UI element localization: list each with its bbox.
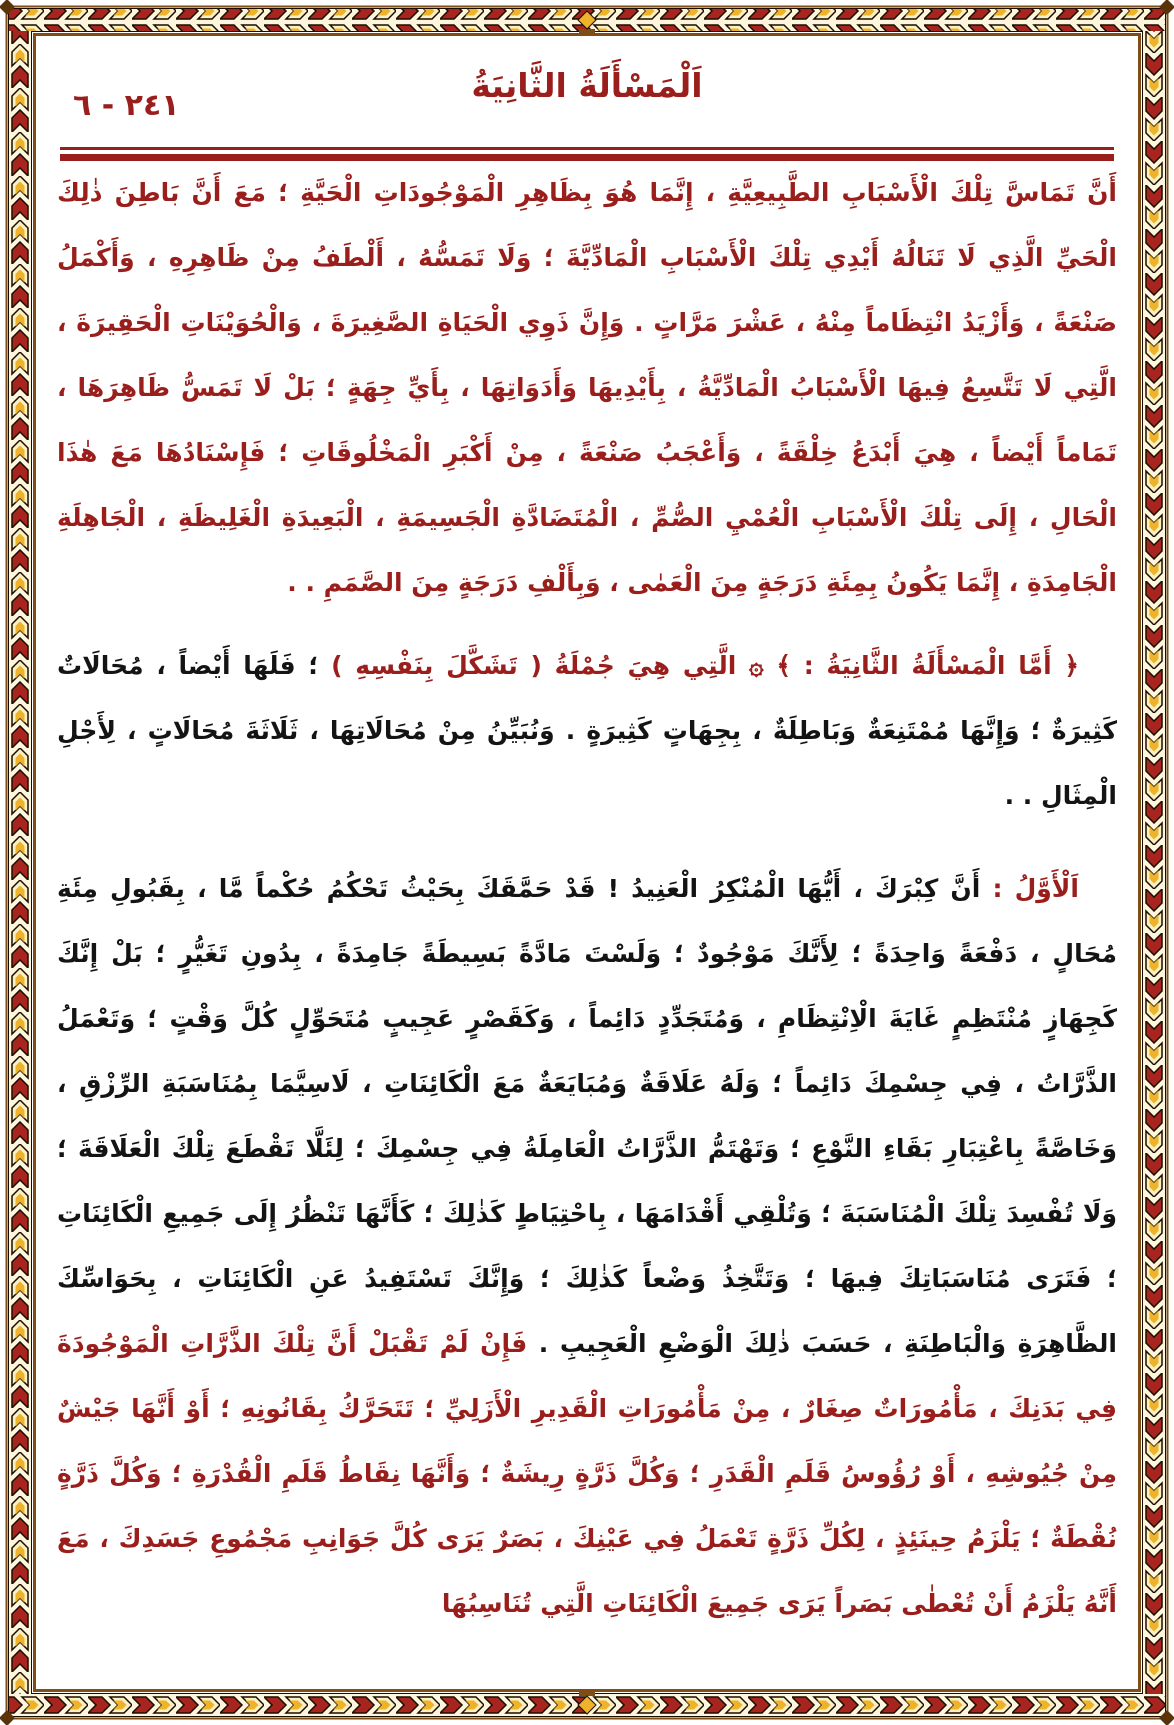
text-segment-black: ؛ فَلَهَا أَيْضاً ، مُحَالَاتٌ كَثِيرَةٌ ؛ وَإِنَّهَا مُمْتَنِعَةٌ وَبَاطِلَةٌ ، بِجِهَاتٍ كَثِيرَةٍ . وَنُبَيِّنُ مِنْ مُحَالَاتِهَا ، ثَلَاثَةَ مُحَالَاتٍ ، لِأَجْلِ الْمِثَالِ . . — [57, 651, 1117, 810]
text-segment-red: فَإِنْ لَمْ تَقْبَلْ أَنَّ تِلْكَ الذَّرَّاتِ الْمَوْجُودَةَ فِي بَدَنِكَ ، مَأْمُورَاتٌ صِغَارٌ ، مِنْ مَأْمُورَاتِ الْقَدِيرِ الْأَزَلِيِّ ؛ تَتَحَرَّكُ بِقَانُونِهِ ؛ أَوْ أَنَّهَا جَيْشٌ مِنْ جُيُوشِهِ ، أَوْ رُؤُوسُ قَلَمِ الْقَدَرِ ؛ وَكُلَّ ذَرَّةٍ رِيشَةٌ ؛ وَأَنَّهَا نِقَاطُ قَلَمِ الْقُدْرَةِ ؛ وَكُلَّ ذَرَّةٍ نُقْطَةٌ ؛ يَلْزَمُ حِينَئِذٍ ، لِكُلِّ ذَرَّةٍ تَعْمَلُ فِي عَيْنِكَ ، بَصَرٌ يَرَى كُلَّ جَوَانِبِ مَجْمُوعِ جَسَدِكَ ، مَعَ أَنَّهُ يَلْزَمُ أَنْ تُعْطٰى بَصَراً يَرَى جَمِيعَ الْكَائِنَاتِ الَّتِي تُنَاسِبُهَا — [57, 1329, 1117, 1618]
text-segment-black: أَنَّ كِبْرَكَ ، أَيُّهَا الْمُنْكِرُ الْعَنِيدُ ! قَدْ حَمَّقَكَ بِحَيْثُ تَحْكُمُ حُكْماً مَّا ، بِقَبُولِ مِئَةِ مُحَالٍ ، دَفْعَةً وَاحِدَةً ؛ لِأَنَّكَ مَوْجُودٌ ؛ وَلَسْتَ مَادَّةً بَسِيطَةً جَامِدَةً ، بِدُونِ تَغَيُّرٍ ؛ بَلْ إِنَّكَ كَجِهَازٍ مُنْتَظِمٍ غَايَةَ الْاِنْتِظَامِ ، وَمُتَجَدِّدٍ دَائِماً ، وَكَقَصْرٍ عَجِيبٍ مُتَحَوِّلٍ كُلَّ وَقْتٍ ؛ وَتَعْمَلُ الذَّرَّاتُ ، فِي جِسْمِكَ دَائِماً ؛ وَلَهُ عَلَاقَةٌ وَمُبَايَعَةٌ مَعَ الْكَائِنَاتِ ، لَاسِيَّمَا بِمُنَاسَبَةِ الرِّزْقِ ، وَخَاصَّةً بِاعْتِبَارِ بَقَاءِ النَّوْعِ ؛ وَتَهْتَمُّ الذَّرَّاتُ الْعَامِلَةُ فِي جِسْمِكَ ؛ لِئَلَّا تَقْطَعَ تِلْكَ الْعَلَاقَةَ ؛ وَلَا تُفْسِدَ تِلْكَ الْمُنَاسَبَةَ ؛ وَتُلْقِي أَقْدَامَهَا ، بِاحْتِيَاطٍ كَذٰلِكَ ؛ كَأَنَّهَا تَنْظُرُ إِلَى جَمِيعِ الْكَائِنَاتِ ؛ فَتَرَى مُنَاسَبَاتِكَ فِيهَا ؛ وَتَتَّخِذُ وَضْعاً كَذٰلِكَ ؛ وَإِنَّكَ تَسْتَفِيدُ عَنِ الْكَائِنَاتِ ، بِحَوَاسِّكَ الظَّاهِرَةِ وَالْبَاطِنَةِ ، حَسَبَ ذٰلِكَ الْوَضْعِ الْعَجِيبِ . — [57, 874, 1117, 1358]
page-title: اَلْمَسْأَلَةُ الثَّانِيَةُ — [471, 66, 703, 105]
title-divider — [60, 147, 1114, 161]
text-segment-red: اَلْأَوَّلُ : — [980, 874, 1079, 903]
paragraph-first-impossibility — [57, 856, 1117, 1636]
paragraph-second-issue — [57, 633, 1117, 828]
page-number: ٢٤١ - ٦ — [73, 88, 180, 123]
body-text — [57, 160, 1117, 1687]
text-segment-red: أَنَّ تَمَاسَّ تِلْكَ الْأَسْبَابِ الطَّبِيعِيَّةِ ، إِنَّمَا هُوَ بِظَاهِرِ الْمَوْجُودَاتِ الْحَيَّةِ ؛ مَعَ أَنَّ بَاطِنَ ذٰلِكَ الْحَيِّ الَّذِي لَا تَنَالُهُ أَيْدِي تِلْكَ الْأَسْبَابِ الْمَادِّيَّةَ ؛ وَلَا تَمَسُّهُ ، أَلْطَفُ مِنْ ظَاهِرِهِ ، وَأَكْمَلُ صَنْعَةً ، وَأَزْيَدُ انْتِظَاماً مِنْهُ ، عَشْرَ مَرَّاتٍ . وَإِنَّ ذَوِي الْحَيَاةِ الصَّغِيرَةَ ، وَالْحُوَيْنَاتِ الْحَقِيرَةَ ، الَّتِي لَا تَتَّسِعُ فِيهَا الْأَسْبَابُ الْمَادِّيَّةُ ، بِأَيْدِيهَا وَأَدَوَاتِهَا ، بِأَيِّ جِهَةٍ ؛ بَلْ لَا تَمَسُّ ظَاهِرَهَا ، تَمَاماً أَيْضاً ، هِيَ أَبْدَعُ خِلْقَةً ، وَأَعْجَبُ صَنْعَةً ، مِنْ أَكْبَرِ الْمَخْلُوقَاتِ ؛ فَإِسْنَادُهَا مَعَ هٰذَا الْحَالِ ، إِلَى تِلْكَ الْأَسْبَابِ الْعُمْيِ الصُّمِّ ، الْمُتَضَادَّةِ الْجَسِيمَةِ ، الْبَعِيدَةِ الْغَلِيظَةِ ، الْجَاهِلَةِ الْجَامِدَةِ ، إِنَّمَا يَكُونُ بِمِئَةِ دَرَجَةٍ مِنَ الْعَمٰى ، وَبِأَلْفِ دَرَجَةٍ مِنَ الصَّمَمِ . . — [57, 178, 1117, 597]
text-segment-red: ﴿ أَمَّا الْمَسْأَلَةُ الثَّانِيَةُ : ﴾ ۞ الَّتِي هِيَ جُمْلَةُ ( تَشَكَّلَ بِنَفْسِهِ ) — [318, 651, 1079, 680]
paragraph-intro — [57, 160, 1117, 615]
